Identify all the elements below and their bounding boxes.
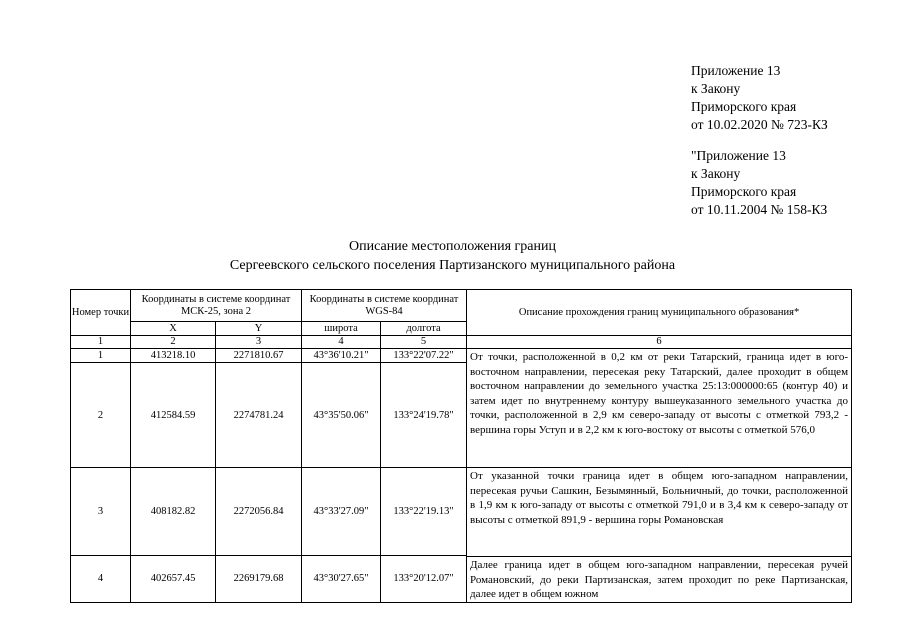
boundary-description: От точки, расположенной в 0,2 км от реки Татарский, граница идет в юго-восточном направлении, пересекая реку Татарский, далее проходит в общем восточном направлении до земельного участка 25:13:000000:65 (контур 40) и затем идет по внутреннему контуру вышеуказанного земельного участка до точки, расположенной в 2,9 км северо-западу от высоты с отметкой 793,2 - вершина горы Уступ и в 2,2 км к юго-востоку от высоты с отметкой 576,0 bbox=[467, 349, 852, 468]
appendix-current-reference bbox=[691, 62, 891, 134]
header-description: Описание прохождения границ муниципального образования* bbox=[467, 290, 852, 336]
boundary-description: Далее граница идет в общем юго-западном направлении, пересекая ручей Романовский, до реки Партизанская, затем проходит по реке Партизанская, далее идет в общем южном bbox=[467, 557, 852, 603]
appendix-line: к Закону bbox=[691, 166, 741, 181]
point-number: 2 bbox=[71, 363, 131, 468]
column-number: 4 bbox=[302, 336, 381, 349]
longitude: 133°24'19.78" bbox=[381, 363, 467, 468]
column-number: 3 bbox=[216, 336, 302, 349]
latitude: 43°35'50.06" bbox=[302, 363, 381, 468]
column-number: 5 bbox=[381, 336, 467, 349]
header-wgs-coordinates: Координаты в системе координат WGS-84 bbox=[302, 290, 467, 322]
longitude: 133°22'19.13" bbox=[381, 468, 467, 556]
coordinate-y: 2272056.84 bbox=[216, 468, 302, 556]
coordinate-x: 402657.45 bbox=[131, 556, 216, 603]
column-number: 1 bbox=[71, 336, 131, 349]
appendix-line: Приморского края bbox=[691, 184, 797, 199]
column-number: 6 bbox=[467, 336, 852, 349]
column-number: 2 bbox=[131, 336, 216, 349]
header-y: Y bbox=[216, 322, 302, 336]
appendix-line: Приморского края bbox=[691, 99, 797, 114]
coordinate-x: 412584.59 bbox=[131, 363, 216, 468]
appendix-line: Приложение 13 bbox=[691, 63, 781, 78]
appendix-line: от 10.11.2004 № 158-КЗ bbox=[691, 202, 828, 217]
coordinate-y: 2269179.68 bbox=[216, 556, 302, 603]
coordinate-x: 408182.82 bbox=[131, 468, 216, 556]
longitude: 133°20'12.07" bbox=[381, 556, 467, 603]
boundary-description: От указанной точки граница идет в общем юго-западном направлении, пересекая ручьи Сашкин, Безымянный, Больничный, до точки, расположенной в 1,9 км к юго-западу от высоты с отметкой 791,0 и в 3,4 км к северо-западу от высоты с отметкой 891,9 - вершина горы Романовская bbox=[467, 468, 852, 557]
header-latitude: широта bbox=[302, 322, 381, 336]
column-numbers-row bbox=[71, 336, 852, 349]
latitude: 43°30'27.65" bbox=[302, 556, 381, 603]
table-row bbox=[71, 349, 852, 363]
header-msk-coordinates: Координаты в системе координат МСК-25, зона 2 bbox=[131, 290, 302, 322]
coordinate-y: 2271810.67 bbox=[216, 349, 302, 363]
appendix-line: к Закону bbox=[691, 81, 741, 96]
latitude: 43°33'27.09" bbox=[302, 468, 381, 556]
coordinate-y: 2274781.24 bbox=[216, 363, 302, 468]
latitude: 43°36'10.21" bbox=[302, 349, 381, 363]
point-number: 1 bbox=[71, 349, 131, 363]
document-subtitle: Сергеевского сельского поселения Партизанского муниципального района bbox=[229, 258, 676, 273]
coordinate-x: 413218.10 bbox=[131, 349, 216, 363]
header-x: X bbox=[131, 322, 216, 336]
header-point-number: Номер точки bbox=[71, 290, 131, 336]
longitude: 133°22'07.22" bbox=[381, 349, 467, 363]
appendix-line: "Приложение 13 bbox=[691, 148, 786, 163]
point-number: 3 bbox=[71, 468, 131, 556]
table-row bbox=[71, 468, 852, 556]
appendix-line: от 10.02.2020 № 723-КЗ bbox=[691, 117, 828, 132]
header-longitude: долгота bbox=[381, 322, 467, 336]
appendix-original-reference bbox=[691, 147, 891, 219]
document-title: Описание местоположения границ bbox=[349, 239, 556, 254]
point-number: 4 bbox=[71, 556, 131, 603]
boundary-coordinates-table bbox=[70, 289, 852, 603]
